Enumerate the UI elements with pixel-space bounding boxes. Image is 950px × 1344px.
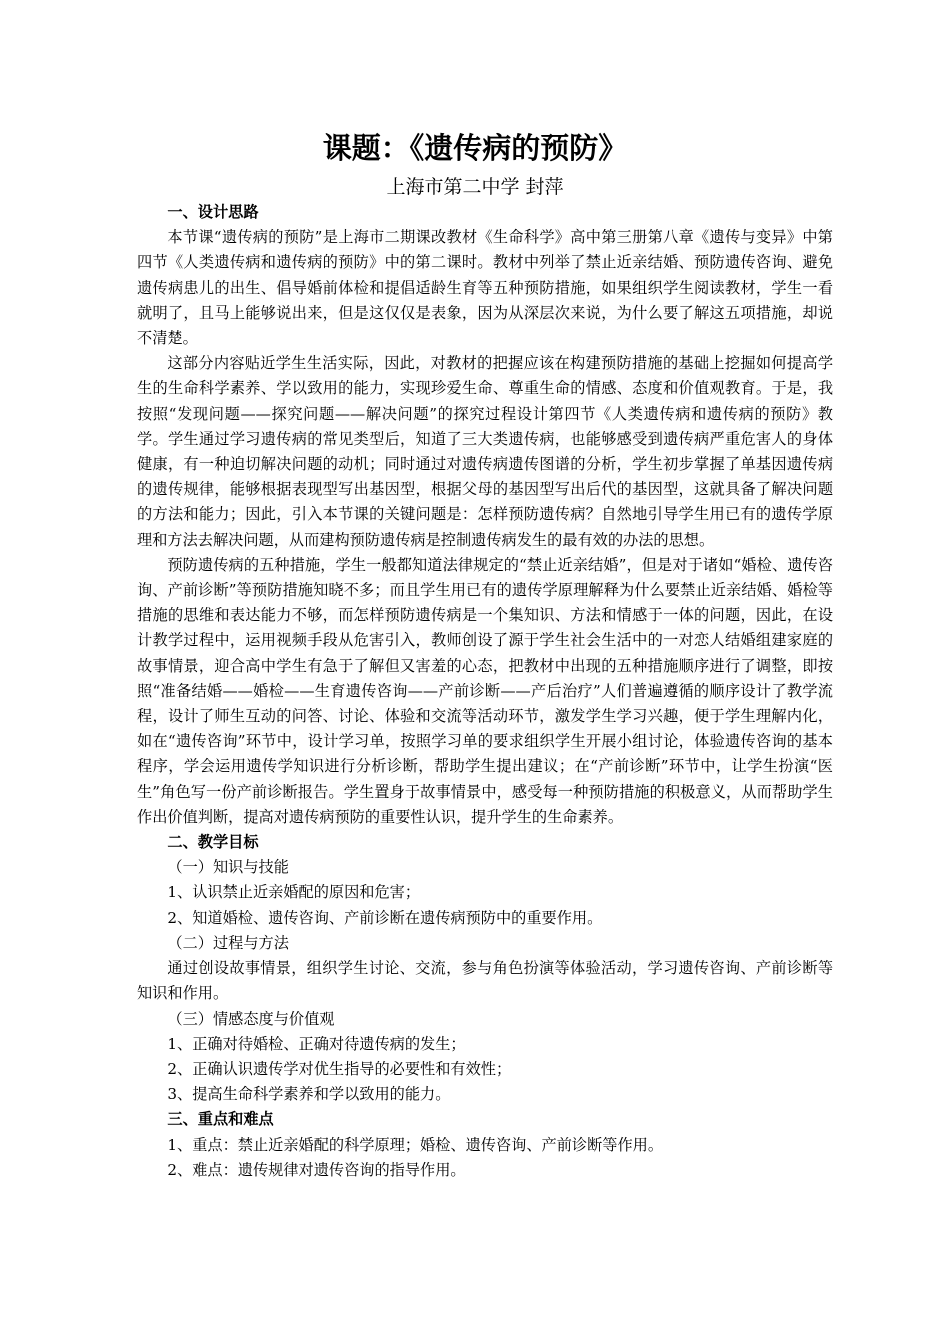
subheading-attitude: （三）情感态度与价值观 [167,1009,335,1028]
paragraph-3: 预防遗传病的五种措施，学生一般都知道法律规定的“禁止近亲结婚”，但是对于诸如“婚检、遗传咨询、产前诊断”等预防措施知晓不多；而且学生用已有的遗传学原理解释为什么要禁止近亲结婚、婚检等措施的思维和表达能力不够，而怎样预防遗传病是一个集知识、方法和情感于一体的问题，因此，在设计教学过程中，运用视频手段从危害引入，教师创设了源于学生社会生活中的一对恋人结婚组建家庭的故事情景，迎合高中学生有急于了解但又害羞的心态，把教材中出现的五种措施顺序进行了调整，即按照“准备结婚——婚检——生育遗传咨询——产前诊断——产后治疗”人们普遍遵循的顺序设计了教学流程，设计了师生互动的问答、讨论、体验和交流等活动环节，激发学生学习兴趣，便于学生理解内化，如在“遗传咨询”环节中，设计学习单，按照学习单的要求组织学生开展小组讨论，体验遗传咨询的基本程序，学会运用遗传学知识进行分析诊断，帮助学生提出建议；在“产前诊断”环节中，让学生扮演“医生”角色写一份产前诊断报告。学生置身于故事情景中，感受每一种预防措施的积极意义，从而帮助学生作出价值判断，提高对遗传病预防的重要性认识，提升学生的生命素养。 [137,555,833,826]
author-line: 上海市第二中学 封萍 [386,176,564,198]
list-item: 3、提高生命科学素养和学以致用的能力。 [167,1085,451,1104]
section-heading-design: 一、设计思路 [167,203,259,221]
list-item: 1、认识禁止近亲婚配的原因和危害； [167,883,421,902]
list-item: 2、知道婚检、遗传咨询、产前诊断在遗传病预防中的重要作用。 [167,908,603,927]
list-item: 1、正确对待婚检、正确对待遗传病的发生； [167,1034,466,1053]
subheading-process: （二）过程与方法 [167,933,289,952]
section-heading-objectives: 二、教学目标 [167,833,259,852]
paragraph-process: 通过创设故事情景，组织学生讨论、交流，参与角色扮演等体验活动，学习遗传咨询、产前诊断等知识和作用。 [137,959,833,1003]
list-item: 1、重点：禁止近亲婚配的科学原理；婚检、遗传咨询、产前诊断等作用。 [167,1135,664,1154]
list-item: 2、难点：遗传规律对遗传咨询的指导作用。 [167,1160,466,1179]
list-item: 2、正确认识遗传学对优生指导的必要性和有效性； [167,1059,512,1078]
subheading-knowledge: （一）知识与技能 [167,858,289,877]
section-heading-key-points: 三、重点和难点 [167,1110,274,1129]
page-title: 课题：《遗传病的预防》 [322,131,628,165]
paragraph-1: 本节课“遗传病的预防”是上海市二期课改教材《生命科学》高中第三册第八章《遗传与变异》中第四节《人类遗传病和遗传病的预防》中的第二课时。教材中列举了禁止近亲结婚、预防遗传咨询、避免遗传病患儿的出生、倡导婚前体检和提倡适龄生育等五种预防措施，如果组织学生阅读教材，学生一看就明了，且马上能够说出来，但是这仅仅是表象，因为从深层次来说，为什么要了解这五项措施，却说不清楚。 [137,228,833,348]
document-body [137,200,833,1183]
paragraph-2: 这部分内容贴近学生生活实际，因此，对教材的把握应该在构建预防措施的基础上挖掘如何提高学生的生命科学素养、学以致用的能力，实现珍爱生命、尊重生命的情感、态度和价值观教育。于是，我按照“发现问题——探究问题——解决问题”的探究过程设计第四节《人类遗传病和遗传病的预防》教学。学生通过学习遗传病的常见类型后，知道了三大类遗传病，也能够感受到遗传病严重危害人的身体健康，有一种迫切解决问题的动机；同时通过对遗传病遗传图谱的分析，学生初步掌握了单基因遗传病的遗传规律，能够根据表现型写出基因型，根据父母的基因型写出后代的基因型，这就具备了解决问题的方法和能力；因此，引入本节课的关键问题是：怎样预防遗传病？自然地引导学生用已有的遗传学原理和方法去解决问题，从而建构预防遗传病是控制遗传病发生的最有效的办法的思想。 [137,354,833,549]
